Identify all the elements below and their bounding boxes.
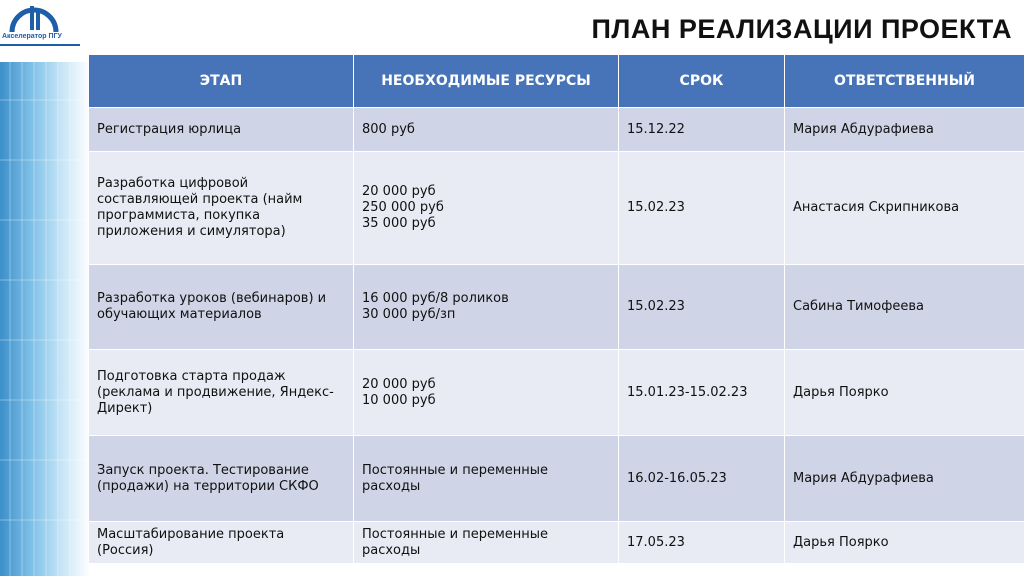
header-deadline: СРОК <box>619 55 785 108</box>
accelerator-logo-icon <box>6 4 62 34</box>
cell-stage: Масштабирование проекта (Россия) <box>89 522 354 564</box>
cell-resources: 20 000 руб 250 000 руб 35 000 руб <box>354 152 619 265</box>
cell-responsible: Дарья Поярко <box>785 350 1024 436</box>
cell-stage: Разработка уроков (вебинаров) и обучающих материалов <box>89 265 354 350</box>
table-row <box>89 350 1024 436</box>
cell-stage: Подготовка старта продаж (реклама и продвижение, Яндекс- Директ) <box>89 350 354 436</box>
cell-deadline: 16.02-16.05.23 <box>619 436 785 522</box>
cell-deadline: 15.02.23 <box>619 152 785 265</box>
logo-text: Акселератор ПГУ <box>2 33 62 40</box>
header-resources: НЕОБХОДИМЫЕ РЕСУРСЫ <box>354 55 619 108</box>
cell-deadline: 17.05.23 <box>619 522 785 564</box>
page-title: ПЛАН РЕАЛИЗАЦИИ ПРОЕКТА <box>591 14 1012 44</box>
cell-stage: Разработка цифровой составляющей проекта (найм программиста, покупка приложения и симулятора) <box>89 152 354 265</box>
header-stage: ЭТАП <box>89 55 354 108</box>
cell-stage: Запуск проекта. Тестирование (продажи) на территории СКФО <box>89 436 354 522</box>
cell-responsible: Сабина Тимофеева <box>785 265 1024 350</box>
decorative-background-strip <box>0 40 90 576</box>
project-plan-table <box>88 54 1024 564</box>
cell-responsible: Дарья Поярко <box>785 522 1024 564</box>
table-row <box>89 152 1024 265</box>
table-row <box>89 522 1024 564</box>
cell-resources: 800 руб <box>354 108 619 152</box>
cell-deadline: 15.12.22 <box>619 108 785 152</box>
header-responsible: ОТВЕТСТВЕННЫЙ <box>785 55 1024 108</box>
cell-resources: Постоянные и переменные расходы <box>354 522 619 564</box>
cell-resources: Постоянные и переменные расходы <box>354 436 619 522</box>
table-row <box>89 108 1024 152</box>
logo-underline <box>0 44 80 46</box>
cell-responsible: Мария Абдурафиева <box>785 436 1024 522</box>
table-header-row <box>89 55 1024 108</box>
logo <box>0 0 90 62</box>
cell-responsible: Анастасия Скрипникова <box>785 152 1024 265</box>
cell-resources: 20 000 руб 10 000 руб <box>354 350 619 436</box>
cell-stage: Регистрация юрлица <box>89 108 354 152</box>
cell-deadline: 15.01.23-15.02.23 <box>619 350 785 436</box>
cell-deadline: 15.02.23 <box>619 265 785 350</box>
table-row <box>89 265 1024 350</box>
cell-responsible: Мария Абдурафиева <box>785 108 1024 152</box>
table-row <box>89 436 1024 522</box>
cell-resources: 16 000 руб/8 роликов 30 000 руб/зп <box>354 265 619 350</box>
